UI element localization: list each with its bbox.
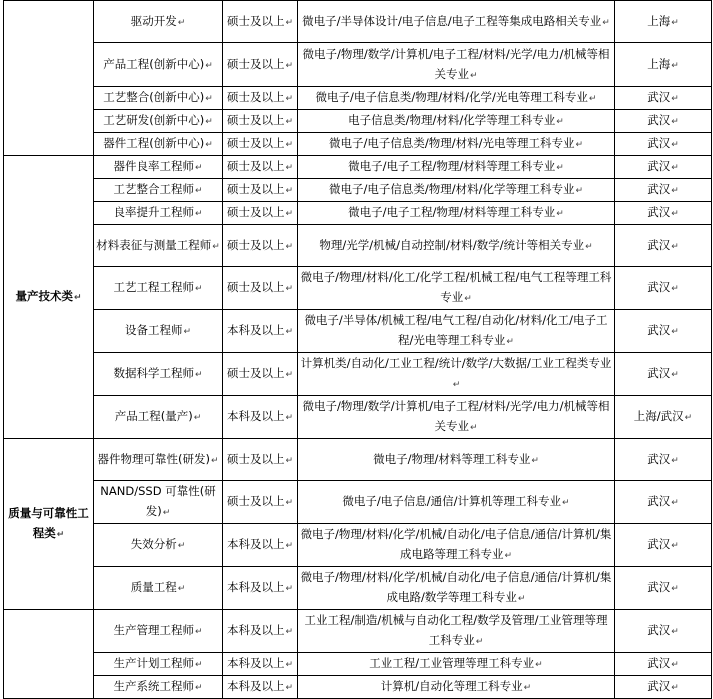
position-cell: 材料表征与测量工程师↵ bbox=[94, 225, 223, 267]
major-cell: 计算机/自动化等理工科专业↵ bbox=[298, 676, 615, 699]
degree-cell: 本科及以上↵ bbox=[223, 567, 298, 610]
location-cell: 武汉↵ bbox=[615, 110, 712, 133]
location-cell: 武汉↵ bbox=[615, 353, 712, 396]
position-cell: NAND/SSD 可靠性(研发)↵ bbox=[94, 481, 223, 524]
location-cell: 武汉↵ bbox=[615, 202, 712, 225]
position-cell: 失效分析↵ bbox=[94, 524, 223, 567]
location-cell: 武汉↵ bbox=[615, 87, 712, 110]
major-cell: 微电子/物理/数学/计算机/电子工程/材料/光学/电力/机械等相关专业↵ bbox=[298, 43, 615, 87]
position-cell: 工艺研发(创新中心)↵ bbox=[94, 110, 223, 133]
major-cell: 微电子/电子信息/通信/计算机等理工科专业↵ bbox=[298, 481, 615, 524]
major-cell: 电子信息类/物理/材料/化学等理工科专业↵ bbox=[298, 110, 615, 133]
major-cell: 工业工程/工业管理等理工科专业↵ bbox=[298, 653, 615, 676]
position-cell: 生产管理工程师↵ bbox=[94, 610, 223, 653]
degree-cell: 本科及以上↵ bbox=[223, 653, 298, 676]
major-cell: 微电子/半导体设计/电子信息/电子工程等集成电路相关专业↵ bbox=[298, 1, 615, 43]
degree-cell: 硕士及以上↵ bbox=[223, 43, 298, 87]
degree-cell: 硕士及以上↵ bbox=[223, 353, 298, 396]
location-cell: 武汉↵ bbox=[615, 225, 712, 267]
degree-cell: 本科及以上↵ bbox=[223, 396, 298, 439]
position-cell: 工艺整合工程师↵ bbox=[94, 179, 223, 202]
location-cell: 武汉↵ bbox=[615, 653, 712, 676]
location-cell: 武汉↵ bbox=[615, 133, 712, 156]
location-cell: 武汉↵ bbox=[615, 567, 712, 610]
category-cell: 质量与可靠性工程类↵ bbox=[4, 439, 94, 610]
degree-cell: 本科及以上↵ bbox=[223, 310, 298, 353]
position-cell: 质量工程↵ bbox=[94, 567, 223, 610]
position-cell: 良率提升工程师↵ bbox=[94, 202, 223, 225]
recruitment-table bbox=[3, 0, 712, 699]
degree-cell: 硕士及以上↵ bbox=[223, 202, 298, 225]
category-cell: 量产技术类↵ bbox=[4, 156, 94, 439]
major-cell: 微电子/电子信息类/物理/材料/化学/光电等理工科专业↵ bbox=[298, 87, 615, 110]
location-cell: 武汉↵ bbox=[615, 156, 712, 179]
major-cell: 微电子/物理/数学/计算机/电子工程/材料/光学/电力/机械等相关专业↵ bbox=[298, 396, 615, 439]
position-cell: 器件良率工程师↵ bbox=[94, 156, 223, 179]
location-cell: 上海↵ bbox=[615, 43, 712, 87]
location-cell: 武汉↵ bbox=[615, 524, 712, 567]
location-cell: 武汉↵ bbox=[615, 676, 712, 699]
position-cell: 驱动开发↵ bbox=[94, 1, 223, 43]
position-cell: 工艺整合(创新中心)↵ bbox=[94, 87, 223, 110]
location-cell: 武汉↵ bbox=[615, 610, 712, 653]
major-cell: 微电子/物理/材料等理工科专业↵ bbox=[298, 439, 615, 481]
degree-cell: 硕士及以上↵ bbox=[223, 225, 298, 267]
degree-cell: 本科及以上↵ bbox=[223, 610, 298, 653]
degree-cell: 本科及以上↵ bbox=[223, 524, 298, 567]
location-cell: 武汉↵ bbox=[615, 179, 712, 202]
major-cell: 微电子/电子工程/物理/材料等理工科专业↵ bbox=[298, 156, 615, 179]
position-cell: 生产计划工程师↵ bbox=[94, 653, 223, 676]
major-cell: 微电子/物理/材料/化工/化学工程/机械工程/电气工程等理工科专业↵ bbox=[298, 267, 615, 310]
position-cell: 生产系统工程师↵ bbox=[94, 676, 223, 699]
position-cell: 器件物理可靠性(研发)↵ bbox=[94, 439, 223, 481]
position-cell: 器件工程(创新中心)↵ bbox=[94, 133, 223, 156]
degree-cell: 硕士及以上↵ bbox=[223, 179, 298, 202]
position-cell: 产品工程(创新中心)↵ bbox=[94, 43, 223, 87]
degree-cell: 本科及以上↵ bbox=[223, 676, 298, 699]
major-cell: 计算机类/自动化/工业工程/统计/数学/大数据/工业工程类专业↵ bbox=[298, 353, 615, 396]
major-cell: 微电子/半导体/机械工程/电气工程/自动化/材料/化工/电子工程/光电等理工科专业↵ bbox=[298, 310, 615, 353]
major-cell: 微电子/电子信息类/物理/材料/光电等理工科专业↵ bbox=[298, 133, 615, 156]
location-cell: 上海/武汉↵ bbox=[615, 396, 712, 439]
location-cell: 武汉↵ bbox=[615, 439, 712, 481]
degree-cell: 硕士及以上↵ bbox=[223, 133, 298, 156]
position-cell: 工艺工程工程师↵ bbox=[94, 267, 223, 310]
major-cell: 微电子/电子工程/物理/材料等理工科专业↵ bbox=[298, 202, 615, 225]
major-cell: 微电子/电子信息类/物理/材料/化学等理工科专业↵ bbox=[298, 179, 615, 202]
major-cell: 物理/光学/机械/自动控制/材料/数学/统计等相关专业↵ bbox=[298, 225, 615, 267]
degree-cell: 硕士及以上↵ bbox=[223, 1, 298, 43]
category-cell bbox=[4, 610, 94, 699]
major-cell: 微电子/物理/材料/化学/机械/自动化/电子信息/通信/计算机/集成电路/数学等理工科专业↵ bbox=[298, 567, 615, 610]
major-cell: 微电子/物理/材料/化学/机械/自动化/电子信息/通信/计算机/集成电路等理工科专业↵ bbox=[298, 524, 615, 567]
degree-cell: 硕士及以上↵ bbox=[223, 87, 298, 110]
location-cell: 武汉↵ bbox=[615, 310, 712, 353]
location-cell: 上海↵ bbox=[615, 1, 712, 43]
degree-cell: 硕士及以上↵ bbox=[223, 439, 298, 481]
degree-cell: 硕士及以上↵ bbox=[223, 156, 298, 179]
category-cell bbox=[4, 1, 94, 156]
degree-cell: 硕士及以上↵ bbox=[223, 110, 298, 133]
location-cell: 武汉↵ bbox=[615, 267, 712, 310]
major-cell: 工业工程/制造/机械与自动化工程/数学及管理/工业管理等理工科专业↵ bbox=[298, 610, 615, 653]
position-cell: 数据科学工程师↵ bbox=[94, 353, 223, 396]
degree-cell: 硕士及以上↵ bbox=[223, 267, 298, 310]
degree-cell: 硕士及以上↵ bbox=[223, 481, 298, 524]
location-cell: 武汉↵ bbox=[615, 481, 712, 524]
position-cell: 产品工程(量产)↵ bbox=[94, 396, 223, 439]
position-cell: 设备工程师↵ bbox=[94, 310, 223, 353]
